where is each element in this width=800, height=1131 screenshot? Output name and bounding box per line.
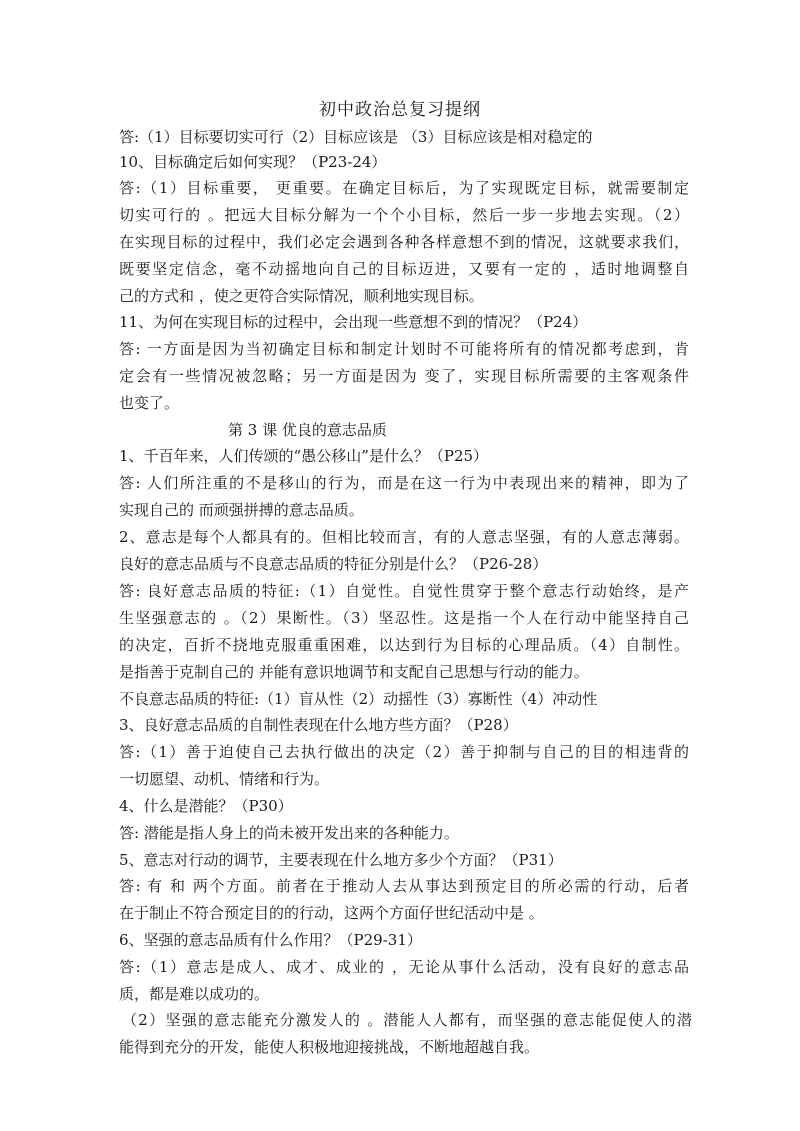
text-line: 实现自己的 而顽强拼搏的意志品质。 bbox=[119, 501, 364, 519]
text-line: 不良意志品质的特征:（1）盲从性（2）动摇性（3）寡断性（4）冲动性 bbox=[119, 690, 598, 708]
question-heading: 良好的意志品质与不良意志品质的特征分别是什么？（P26-28） bbox=[119, 555, 548, 573]
text-line: 答: 一方面是因为当初确定目标和制定计划时不可能将所有的情况都考虑到，肯 bbox=[119, 340, 689, 358]
document-title: 初中政治总复习提纲 bbox=[319, 100, 481, 120]
text-line: 答:（1）善于迫使自己去执行做出的决定（2）善于抑制与自己的目的相违背的 bbox=[119, 743, 689, 761]
question-heading: 5、意志对行动的调节，主要表现在什么地方多少个方面？（P31） bbox=[119, 851, 563, 869]
text-line: 质，都是难以成功的。 bbox=[119, 985, 270, 1003]
text-line: 在于制止不符合预定目的的行动，这两个方面仔世纪活动中是 。 bbox=[119, 904, 544, 922]
question-heading: 3、良好意志品质的自制性表现在什么地方些方面？（P28） bbox=[119, 716, 518, 734]
text-line: 答:（1）目标要切实可行（2）目标应该是 （3）目标应该是相对稳定的 bbox=[119, 128, 593, 146]
text-line: 答: 潜能是指人身上的尚未被开发出来的各种能力。 bbox=[119, 824, 459, 842]
text-line: 是指善于克制自己的 并能有意识地调节和支配自己思想与行动的能力。 bbox=[119, 663, 589, 681]
text-line: 的决定，百折不挠地克服重重困难，以达到行为目标的心理品质。（4）自制性。 bbox=[119, 636, 689, 654]
text-line: 己的方式和 ，使之更符合实际情况，顺利地实现目标。 bbox=[119, 287, 484, 305]
question-heading: 10、目标确定后如何实现？（P23-24） bbox=[119, 153, 387, 171]
question-heading: 2、意志是每个人都具有的。但相比较而言，有的人意志坚强，有的人意志薄弱。 bbox=[119, 528, 689, 546]
text-line: 答:（1）目标重要， 更重要。在确定目标后，为了实现既定目标，就需要制定 bbox=[119, 179, 689, 197]
question-heading: 6、坚强的意志品质有什么作用？（P29-31） bbox=[119, 931, 422, 949]
text-line: 答: 有 和 两个方面。前者在于推动人去从事达到预定目的所必需的行动，后者 bbox=[119, 877, 689, 895]
question-heading: 11、为何在实现目标的过程中，会出现一些意想不到的情况？（P24） bbox=[119, 313, 588, 331]
question-heading: 1、千百年来，人们传颂的“愚公移山”是什么？（P25） bbox=[119, 447, 489, 465]
text-line: 既要坚定信念，毫不动摇地向自己的目标迈进，又要有一定的 ，适时地调整自 bbox=[119, 260, 689, 278]
lesson-heading: 第 3 课 优良的意志品质 bbox=[228, 421, 387, 439]
text-line: （2）坚强的意志能充分激发人的 。潜能人人都有，而坚强的意志能促使人的潜 bbox=[122, 1011, 692, 1029]
text-line: 答: 良好意志品质的特征:（1）自觉性。自觉性贯穿于整个意志行动始终，是产 bbox=[119, 582, 689, 600]
text-line: 切实可行的 。把远大目标分解为一个个小目标，然后一步一步地去实现。（2） bbox=[119, 206, 689, 224]
text-line: 能得到充分的开发，能使人积极地迎接挑战，不断地超越自我。 bbox=[119, 1038, 540, 1056]
text-line: 答: 人们所注重的不是移山的行为，而是在这一行为中表现出来的精神，即为了 bbox=[119, 474, 689, 492]
text-line: 答:（1）意志是成人、成才、成业的 ，无论从事什么活动，没有良好的意志品 bbox=[119, 958, 689, 976]
question-heading: 4、什么是潜能？（P30） bbox=[119, 797, 293, 815]
text-line: 生坚强意志的 。（2）果断性。（3）坚忍性。这是指一个人在行动中能坚持自己 bbox=[119, 609, 689, 627]
text-line: 一切愿望、动机、情绪和行为。 bbox=[119, 770, 330, 788]
text-line: 也变了。 bbox=[119, 394, 180, 412]
text-line: 定会有一些情况被忽略；另一方面是因为 变了，实现目标所需要的主客观条件 bbox=[119, 367, 689, 385]
text-line: 在实现目标的过程中，我们必定会遇到各种各样意想不到的情况，这就要求我们， bbox=[119, 233, 689, 251]
